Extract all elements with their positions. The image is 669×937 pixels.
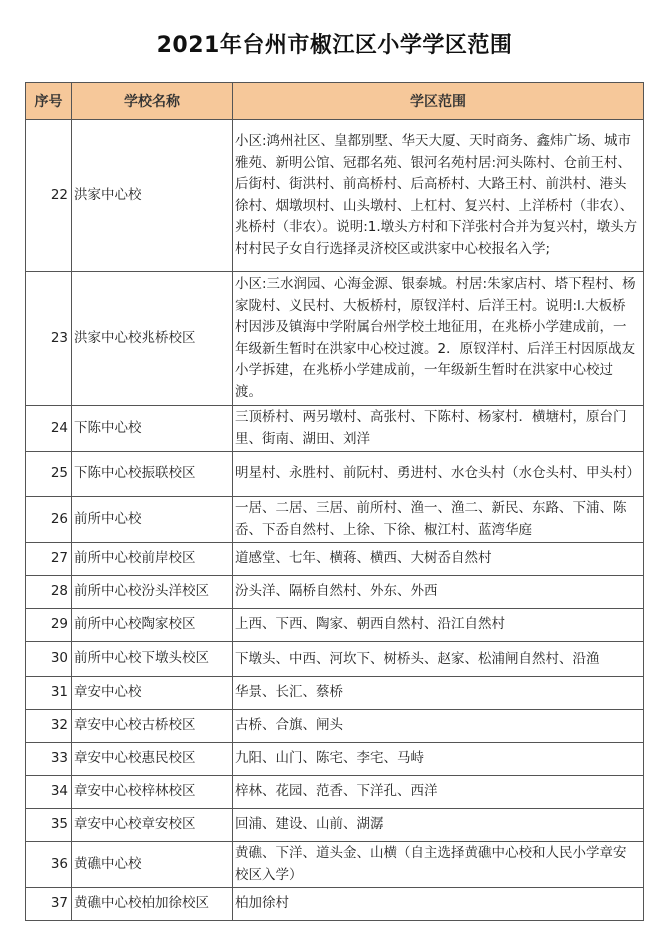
table-row — [26, 642, 644, 677]
row-zone-range: 小区:三水润园、心海金源、银泰城。村居:朱家店村、塔下程村、杨家陇村、义民村、大板桥村，原钗洋村、后洋王村。说明:l.大板桥村因涉及镇海中学附属台州学校土地征用，在兆桥小学建成前，一年级新生暂时在洪家中心校过渡。2．原钗洋村、后洋王村因原战友小学拆建，在兆桥小学建成前，一年级新生暂时在洪家中心校过渡。 — [233, 272, 644, 406]
row-zone-range: 黄礁、下洋、道头金、山横（自主选择黄礁中心校和人民小学章安校区入学） — [233, 842, 644, 888]
row-school-name: 前所中心校陶家校区 — [72, 609, 233, 642]
row-zone-range: 柏加徐村 — [233, 888, 644, 921]
page-title: 2021年台州市椒江区小学学区范围 — [156, 33, 513, 58]
header-no: 序号 — [26, 83, 72, 120]
row-no: 28 — [26, 576, 72, 609]
table-row — [26, 543, 644, 576]
row-school-name: 前所中心校 — [72, 497, 233, 543]
row-zone-range: 一居、二居、三居、前所村、渔一、渔二、新民、东路、下浦、陈岙、下岙自然村、上徐、下徐、椒江村、蓝湾华庭 — [233, 497, 644, 543]
row-zone-range: 道感堂、七年、横蒋、横西、大树岙自然村 — [233, 543, 644, 576]
table-header-row — [26, 83, 644, 120]
school-zone-table — [25, 82, 644, 921]
table-row — [26, 776, 644, 809]
row-no: 27 — [26, 543, 72, 576]
table-row — [26, 842, 644, 888]
table-row — [26, 272, 644, 406]
row-school-name: 前所中心校下墩头校区 — [72, 642, 233, 677]
table-row — [26, 710, 644, 743]
row-no: 33 — [26, 743, 72, 776]
row-school-name: 章安中心校章安校区 — [72, 809, 233, 842]
row-no: 26 — [26, 497, 72, 543]
row-school-name: 前所中心校汾头洋校区 — [72, 576, 233, 609]
row-school-name: 下陈中心校 — [72, 406, 233, 452]
row-school-name: 章安中心校古桥校区 — [72, 710, 233, 743]
row-zone-range: 古桥、合旗、闸头 — [233, 710, 644, 743]
table-row — [26, 888, 644, 921]
row-zone-range: 梓林、花园、范香、下洋孔、西洋 — [233, 776, 644, 809]
table-row — [26, 809, 644, 842]
row-zone-range: 下墩头、中西、河坎下、树桥头、赵家、松浦闸自然村、沿渔 — [233, 642, 644, 677]
table-row — [26, 677, 644, 710]
table-row — [26, 743, 644, 776]
row-no: 30 — [26, 642, 72, 677]
row-zone-range: 三顶桥村、两另墩村、高张村、下陈村、杨家村．横塘村，原台门里、街南、湖田、刘洋 — [233, 406, 644, 452]
header-school-name: 学校名称 — [72, 83, 233, 120]
row-school-name: 前所中心校前岸校区 — [72, 543, 233, 576]
row-zone-range: 九阳、山门、陈宅、李宅、马峙 — [233, 743, 644, 776]
row-no: 37 — [26, 888, 72, 921]
row-zone-range: 汾头洋、隔桥自然村、外东、外西 — [233, 576, 644, 609]
row-no: 32 — [26, 710, 72, 743]
row-no: 35 — [26, 809, 72, 842]
table-row — [26, 452, 644, 497]
row-school-name: 黄礁中心校柏加徐校区 — [72, 888, 233, 921]
header-zone-range: 学区范围 — [233, 83, 644, 120]
row-no: 23 — [26, 272, 72, 406]
table-row — [26, 609, 644, 642]
row-school-name: 下陈中心校振联校区 — [72, 452, 233, 497]
row-school-name: 章安中心校惠民校区 — [72, 743, 233, 776]
row-school-name: 章安中心校梓林校区 — [72, 776, 233, 809]
row-no: 25 — [26, 452, 72, 497]
row-school-name: 洪家中心校兆桥校区 — [72, 272, 233, 406]
row-zone-range: 回浦、建设、山前、湖潺 — [233, 809, 644, 842]
row-no: 22 — [26, 120, 72, 272]
row-school-name: 洪家中心校 — [72, 120, 233, 272]
table-row — [26, 406, 644, 452]
table-row — [26, 576, 644, 609]
row-school-name: 章安中心校 — [72, 677, 233, 710]
row-zone-range: 明星村、永胜村、前阮村、勇进村、水仓头村（水仓头村、甲头村） — [233, 452, 644, 497]
row-zone-range: 上西、下西、陶家、朝西自然村、沿江自然村 — [233, 609, 644, 642]
row-no: 36 — [26, 842, 72, 888]
table-row — [26, 120, 644, 272]
row-no: 24 — [26, 406, 72, 452]
row-zone-range: 华景、长汇、蔡桥 — [233, 677, 644, 710]
row-school-name: 黄礁中心校 — [72, 842, 233, 888]
row-no: 29 — [26, 609, 72, 642]
row-no: 31 — [26, 677, 72, 710]
table-row — [26, 497, 644, 543]
row-zone-range: 小区:鸿州社区、皇都别墅、华天大厦、天时商务、鑫炜广场、城市雅苑、新明公馆、冠郡名苑、银河名苑村居:河头陈村、仓前王村、后街村、街洪村、前高桥村、后高桥村、大路王村、前洪村、港头徐村、烟墩坝村、山头墩村、上杠村、复兴村、上洋桥村（非农）、兆桥村（非农）。说明:1.墩头方村和下洋张村合并为复兴村，墩头方村村民子女自行选择灵济校区或洪家中心校报名入学; — [233, 120, 644, 272]
row-no: 34 — [26, 776, 72, 809]
